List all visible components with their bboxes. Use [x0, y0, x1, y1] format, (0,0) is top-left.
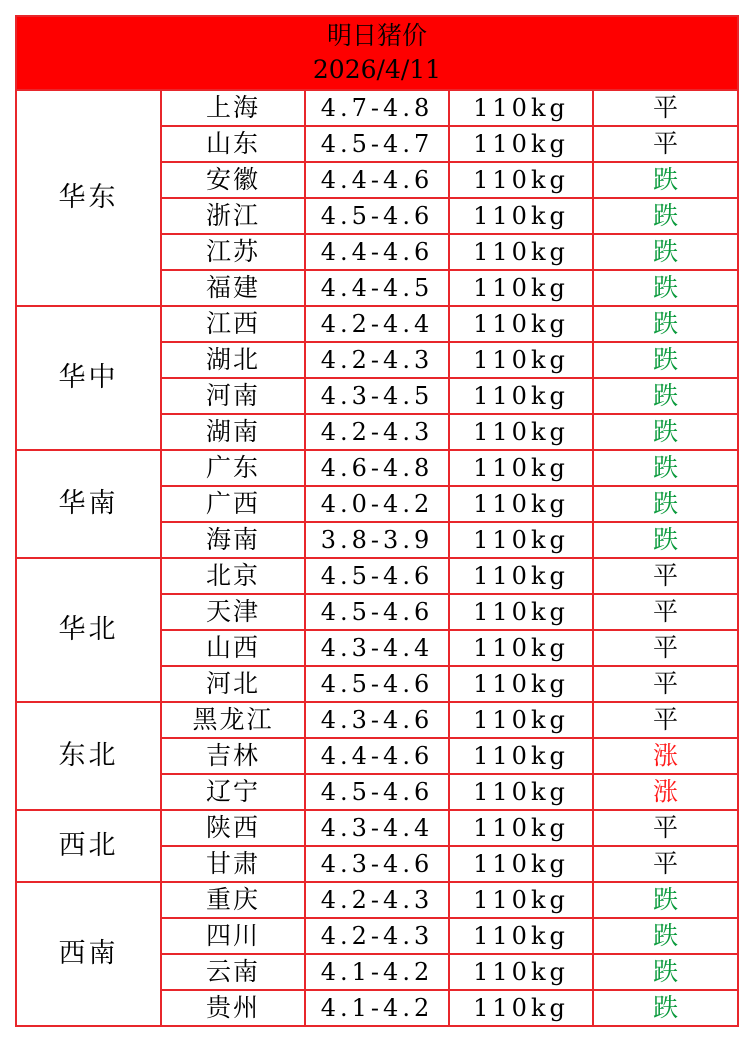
price-date: 2026/4/11: [312, 55, 442, 84]
province-cell: 北京: [161, 558, 305, 594]
trend-cell: 跌: [593, 234, 738, 270]
price-range-cell: 4.5-4.6: [305, 594, 449, 630]
price-range-cell: 4.3-4.6: [305, 846, 449, 882]
price-range-cell: 4.4-4.6: [305, 234, 449, 270]
trend-cell: 平: [593, 126, 738, 162]
trend-cell: 涨: [593, 738, 738, 774]
region-name: 东北: [16, 702, 161, 810]
province-cell: 陕西: [161, 810, 305, 846]
weight-cell: 110kg: [449, 882, 593, 918]
weight-cell: 110kg: [449, 630, 593, 666]
province-cell: 湖北: [161, 342, 305, 378]
trend-cell: 跌: [593, 414, 738, 450]
weight-cell: 110kg: [449, 486, 593, 522]
weight-cell: 110kg: [449, 90, 593, 126]
table-row: [16, 306, 738, 342]
trend-cell: 跌: [593, 198, 738, 234]
price-range-cell: 4.5-4.6: [305, 558, 449, 594]
price-range-cell: 4.4-4.6: [305, 738, 449, 774]
trend-cell: 跌: [593, 342, 738, 378]
province-cell: 江西: [161, 306, 305, 342]
trend-cell: 涨: [593, 774, 738, 810]
weight-cell: 110kg: [449, 306, 593, 342]
province-cell: 海南: [161, 522, 305, 558]
table-row: [16, 702, 738, 738]
weight-cell: 110kg: [449, 594, 593, 630]
province-cell: 浙江: [161, 198, 305, 234]
province-cell: 安徽: [161, 162, 305, 198]
trend-cell: 平: [593, 810, 738, 846]
price-range-cell: 4.2-4.3: [305, 882, 449, 918]
province-cell: 山东: [161, 126, 305, 162]
weight-cell: 110kg: [449, 198, 593, 234]
trend-cell: 跌: [593, 162, 738, 198]
price-range-cell: 4.7-4.8: [305, 90, 449, 126]
weight-cell: 110kg: [449, 234, 593, 270]
price-range-cell: 4.2-4.4: [305, 306, 449, 342]
price-range-cell: 4.1-4.2: [305, 954, 449, 990]
weight-cell: 110kg: [449, 774, 593, 810]
price-range-cell: 4.5-4.6: [305, 666, 449, 702]
weight-cell: 110kg: [449, 450, 593, 486]
trend-cell: 跌: [593, 918, 738, 954]
province-cell: 山西: [161, 630, 305, 666]
province-cell: 河北: [161, 666, 305, 702]
table-row: [16, 450, 738, 486]
price-range-cell: 4.3-4.5: [305, 378, 449, 414]
province-cell: 河南: [161, 378, 305, 414]
pig-price-table: [15, 15, 739, 1027]
weight-cell: 110kg: [449, 558, 593, 594]
province-cell: 吉林: [161, 738, 305, 774]
price-range-cell: 4.2-4.3: [305, 414, 449, 450]
trend-cell: 平: [593, 846, 738, 882]
price-range-cell: 4.2-4.3: [305, 342, 449, 378]
weight-cell: 110kg: [449, 954, 593, 990]
price-range-cell: 4.3-4.4: [305, 810, 449, 846]
region-name: 华南: [16, 450, 161, 558]
weight-cell: 110kg: [449, 990, 593, 1026]
price-range-cell: 3.8-3.9: [305, 522, 449, 558]
price-range-cell: 4.3-4.4: [305, 630, 449, 666]
province-cell: 四川: [161, 918, 305, 954]
weight-cell: 110kg: [449, 666, 593, 702]
weight-cell: 110kg: [449, 810, 593, 846]
region-name: 华东: [16, 90, 161, 306]
price-range-cell: 4.3-4.6: [305, 702, 449, 738]
weight-cell: 110kg: [449, 918, 593, 954]
province-cell: 黑龙江: [161, 702, 305, 738]
price-range-cell: 4.2-4.3: [305, 918, 449, 954]
province-cell: 贵州: [161, 990, 305, 1026]
price-range-cell: 4.5-4.6: [305, 198, 449, 234]
trend-cell: 跌: [593, 306, 738, 342]
weight-cell: 110kg: [449, 702, 593, 738]
header-row: [16, 16, 738, 90]
weight-cell: 110kg: [449, 270, 593, 306]
province-cell: 天津: [161, 594, 305, 630]
province-cell: 福建: [161, 270, 305, 306]
province-cell: 湖南: [161, 414, 305, 450]
region-name: 西北: [16, 810, 161, 882]
trend-cell: 平: [593, 666, 738, 702]
table-row: [16, 882, 738, 918]
price-range-cell: 4.4-4.6: [305, 162, 449, 198]
trend-cell: 跌: [593, 486, 738, 522]
page-title: 明日猪价: [326, 21, 427, 50]
trend-cell: 平: [593, 558, 738, 594]
weight-cell: 110kg: [449, 126, 593, 162]
region-name: 华北: [16, 558, 161, 702]
table-row: [16, 558, 738, 594]
trend-cell: 跌: [593, 378, 738, 414]
weight-cell: 110kg: [449, 738, 593, 774]
weight-cell: 110kg: [449, 522, 593, 558]
weight-cell: 110kg: [449, 162, 593, 198]
trend-cell: 平: [593, 702, 738, 738]
province-cell: 重庆: [161, 882, 305, 918]
price-range-cell: 4.0-4.2: [305, 486, 449, 522]
weight-cell: 110kg: [449, 378, 593, 414]
province-cell: 江苏: [161, 234, 305, 270]
price-range-cell: 4.5-4.6: [305, 774, 449, 810]
trend-cell: 跌: [593, 450, 738, 486]
trend-cell: 跌: [593, 882, 738, 918]
province-cell: 甘肃: [161, 846, 305, 882]
price-range-cell: 4.4-4.5: [305, 270, 449, 306]
trend-cell: 跌: [593, 522, 738, 558]
region-name: 华中: [16, 306, 161, 450]
trend-cell: 跌: [593, 270, 738, 306]
trend-cell: 跌: [593, 954, 738, 990]
weight-cell: 110kg: [449, 846, 593, 882]
province-cell: 上海: [161, 90, 305, 126]
table-row: [16, 90, 738, 126]
province-cell: 广东: [161, 450, 305, 486]
trend-cell: 平: [593, 594, 738, 630]
table-row: [16, 810, 738, 846]
price-range-cell: 4.6-4.8: [305, 450, 449, 486]
price-range-cell: 4.5-4.7: [305, 126, 449, 162]
weight-cell: 110kg: [449, 342, 593, 378]
province-cell: 广西: [161, 486, 305, 522]
table-header: [16, 16, 738, 90]
trend-cell: 平: [593, 630, 738, 666]
weight-cell: 110kg: [449, 414, 593, 450]
trend-cell: 跌: [593, 990, 738, 1026]
province-cell: 辽宁: [161, 774, 305, 810]
region-name: 西南: [16, 882, 161, 1026]
province-cell: 云南: [161, 954, 305, 990]
price-range-cell: 4.1-4.2: [305, 990, 449, 1026]
trend-cell: 平: [593, 90, 738, 126]
